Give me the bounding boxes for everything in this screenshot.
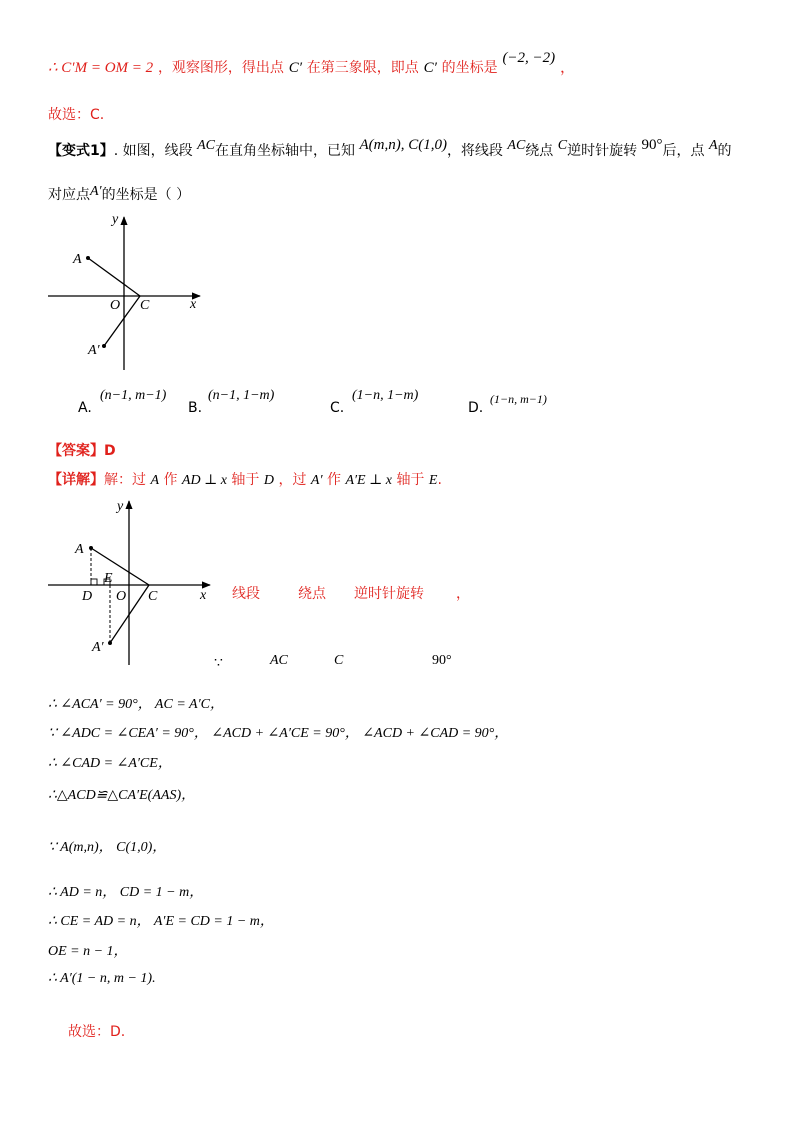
label-x: x: [190, 297, 197, 312]
segment-ac: AC: [197, 138, 215, 153]
figure-2: [40, 493, 220, 673]
option-a[interactable]: [78, 388, 167, 416]
side-word-4: ，: [456, 586, 470, 602]
detail-text: ，过: [278, 472, 307, 488]
prev-coord: (−2, −2): [502, 50, 556, 66]
step-2: ∵ ∠ADC = ∠CEA′ = 90°， ∠ACD + ∠A′CE = 90°， ∠ACD + ∠CAD = 90°，: [48, 726, 509, 741]
label-c: C: [148, 589, 158, 604]
point-a-dot: [89, 546, 93, 550]
segment-ac-line: [88, 258, 140, 296]
option-value: (1−n, m−1): [490, 392, 547, 406]
point-a-prime-dot: [108, 641, 112, 645]
side-c: C: [334, 653, 344, 668]
detail-line: [48, 469, 442, 489]
option-value: (n−1, m−1): [100, 388, 167, 403]
side-angle: 90°: [432, 653, 452, 668]
step-3: ∴ ∠CAD = ∠A′CE，: [48, 756, 172, 771]
angle: 90°: [641, 137, 663, 153]
label-a-prime: A′: [92, 640, 104, 655]
detail-point-e: E: [428, 473, 438, 488]
detail-text: .: [437, 472, 442, 488]
label-d: D: [82, 589, 93, 604]
option-b[interactable]: [188, 388, 275, 416]
step-1: ∴ ∠ACA′ = 90°， AC = A′C，: [48, 697, 224, 712]
step-8: OE = n − 1，: [48, 944, 128, 959]
option-c[interactable]: [330, 388, 419, 416]
question-text: ，将线段: [446, 143, 503, 159]
label-y: y: [117, 499, 124, 514]
side-because: ∵: [214, 656, 223, 671]
right-angle-d: [91, 579, 97, 585]
label-a: A: [75, 542, 84, 557]
point-a-prime: A′: [90, 184, 102, 199]
label-o: O: [116, 589, 127, 604]
detail-ad: AD ⊥ x: [181, 473, 227, 488]
side-ac: AC: [270, 653, 288, 668]
label-y: y: [112, 212, 119, 227]
label-c: C: [140, 298, 150, 313]
question-tag: 【变式1】: [48, 143, 114, 159]
option-d[interactable]: [468, 392, 547, 416]
detail-text: 轴于: [231, 472, 260, 488]
label-e: E: [104, 571, 113, 586]
step-4: ∴△ACD≌△CA′E(AAS)，: [48, 788, 196, 803]
question-text: 的坐标是（ ）: [101, 187, 191, 203]
prev-text: 在第三象限，即点: [306, 60, 419, 76]
question-text: 逆时针旋转: [567, 143, 638, 159]
final-choice: 故选：D.: [68, 1024, 126, 1040]
question-line2: [48, 184, 190, 204]
side-word-2: 绕点: [298, 586, 326, 602]
segment-ac-line: [91, 548, 149, 585]
detail-text: 轴于: [396, 472, 425, 488]
prev-text: 的坐标是: [441, 60, 498, 76]
detail-text: 作: [163, 472, 178, 488]
label-x: x: [200, 588, 207, 603]
question-text: 绕点: [525, 143, 554, 159]
step-9: ∴ A′(1 − n, m − 1).: [48, 971, 156, 986]
detail-point-a: A: [150, 473, 160, 488]
label-a-prime: A′: [88, 343, 100, 358]
step-7: ∴ CE = AD = n， A′E = CD = 1 − m，: [48, 914, 274, 929]
question-line1: [48, 137, 732, 160]
question-text: . 如图，线段: [113, 143, 193, 159]
detail-text: 解：过: [104, 472, 146, 488]
option-key: D.: [468, 400, 484, 416]
prev-line: [48, 50, 575, 77]
option-value: (1−n, 1−m): [352, 388, 419, 403]
detail-point-a-prime: A′: [310, 473, 323, 488]
answer: 【答案】D: [48, 443, 116, 459]
detail-text: 作: [326, 472, 341, 488]
side-word-3: 逆时针旋转: [354, 586, 424, 602]
question-text: 在直角坐标轴中，已知: [215, 143, 355, 159]
step-6: ∴ AD = n， CD = 1 − m，: [48, 885, 204, 900]
prev-math: ∴ C′M = OM = 2: [48, 60, 154, 76]
prev-end: ，: [559, 58, 575, 76]
question-text: 的: [717, 143, 732, 159]
detail-point-d: D: [263, 473, 274, 488]
option-key: C.: [330, 400, 345, 416]
question-text: 后，点: [662, 143, 705, 159]
label-a: A: [73, 252, 82, 267]
prev-point: C′: [288, 60, 303, 76]
point-a: A: [708, 138, 718, 153]
point-a-prime-dot: [102, 344, 106, 348]
figure-1: [40, 205, 210, 380]
segment-ac-2: AC: [507, 138, 526, 153]
detail-tag: 【详解】: [48, 472, 104, 488]
question-text: 对应点: [48, 187, 90, 203]
point-a-dot: [86, 256, 90, 260]
label-o: O: [110, 298, 121, 313]
prev-choice: 故选：C.: [48, 107, 105, 123]
prev-point: C′: [423, 60, 437, 76]
option-key: B.: [188, 400, 203, 416]
given-points: A(m,n), C(1,0): [359, 137, 447, 153]
prev-text: ，观察图形，得出点: [157, 60, 284, 76]
option-key: A.: [78, 400, 92, 416]
step-5: ∵ A(m,n)， C(1,0)，: [48, 840, 167, 855]
point-c: C: [557, 138, 568, 153]
option-value: (n−1, 1−m): [208, 388, 275, 403]
detail-ae: A′E ⊥ x: [345, 473, 392, 488]
side-word-1: 线段: [232, 586, 260, 602]
